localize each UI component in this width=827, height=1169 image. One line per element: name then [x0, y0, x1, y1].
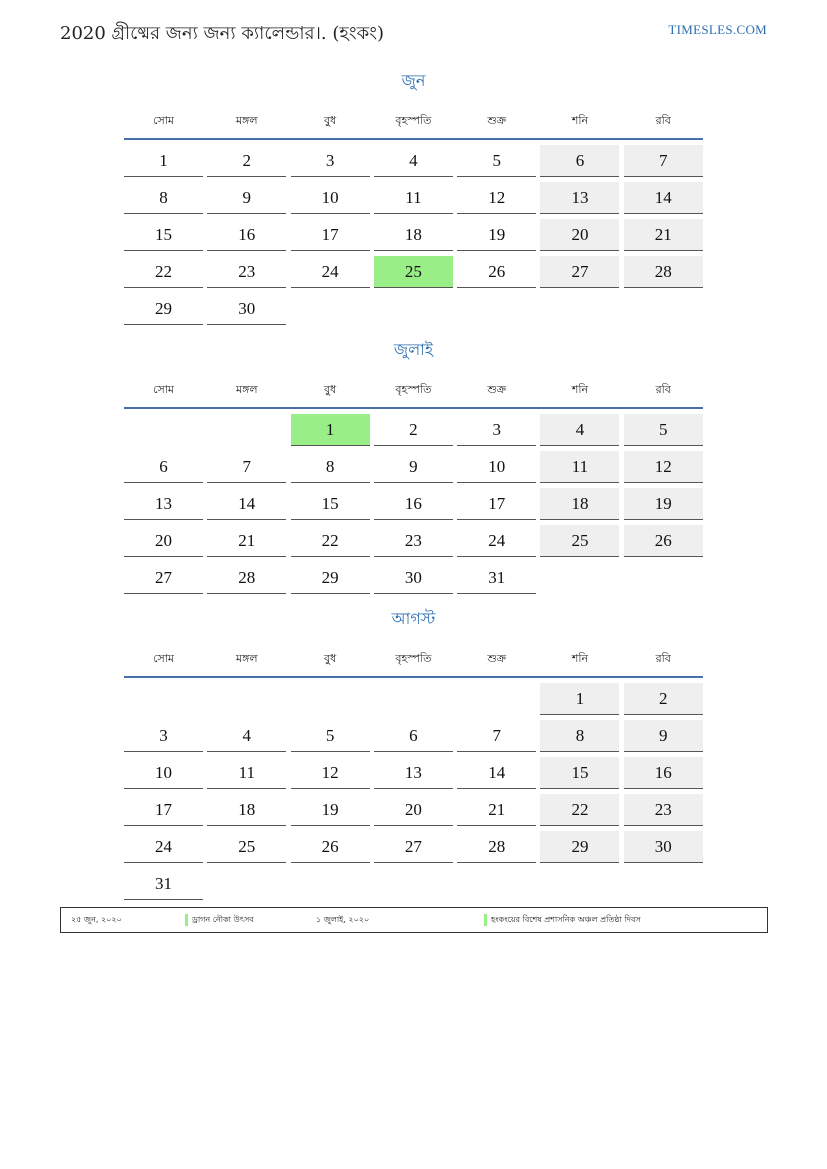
day-cell: 28 [207, 562, 286, 594]
day-cell: 12 [291, 757, 370, 789]
day-cell: 18 [374, 219, 453, 251]
month-title: জুলাই [393, 340, 434, 359]
empty-cell [457, 293, 536, 324]
day-cell: 10 [291, 182, 370, 214]
day-cell: 9 [207, 182, 286, 214]
day-cell: 12 [624, 451, 703, 483]
day-cell: 6 [124, 451, 203, 483]
holiday-date: ২৫ জুন, ২০২০ [71, 915, 122, 924]
day-cell: 14 [457, 757, 536, 789]
empty-cell [124, 414, 203, 445]
day-cell: 20 [124, 525, 203, 557]
day-cell: 10 [124, 757, 203, 789]
empty-cell [624, 868, 703, 899]
day-cell: 25 [540, 525, 619, 557]
day-cell: 27 [540, 256, 619, 288]
holiday-name: হংকংয়ের বিশেষ প্রশাসনিক অঞ্চল প্রতিষ্ঠা দিবস [491, 915, 641, 924]
day-cell: 5 [291, 720, 370, 752]
weekday-label: মঙ্গল [235, 382, 258, 396]
day-cell: 29 [124, 293, 203, 325]
holiday-name: ড্রাগন নৌকা উৎসব [192, 915, 254, 924]
day-cell: 19 [457, 219, 536, 251]
day-cell: 2 [207, 145, 286, 177]
holiday-legend [60, 907, 768, 933]
empty-cell [540, 562, 619, 593]
day-cell: 2 [374, 414, 453, 446]
weekday-label: শুক্র [487, 382, 507, 396]
weekday-label: শুক্র [487, 651, 507, 665]
weekday-header [124, 104, 703, 140]
empty-cell [207, 414, 286, 445]
day-cell: 28 [457, 831, 536, 863]
day-cell: 27 [124, 562, 203, 594]
day-cell: 6 [540, 145, 619, 177]
day-cell: 24 [291, 256, 370, 288]
day-cell: 21 [624, 219, 703, 251]
empty-cell [374, 293, 453, 324]
month-block [124, 335, 703, 594]
empty-cell [291, 683, 370, 714]
day-cell: 7 [624, 145, 703, 177]
day-cell: 17 [124, 794, 203, 826]
day-cell: 6 [374, 720, 453, 752]
holiday-date: ১ জুলাই, ২০২০ [316, 915, 370, 924]
day-grid [124, 414, 703, 594]
day-cell: 30 [624, 831, 703, 863]
empty-cell [624, 562, 703, 593]
weekday-label: বৃহস্পতি [395, 651, 432, 665]
day-cell: 23 [624, 794, 703, 826]
day-cell: 13 [374, 757, 453, 789]
day-cell: 18 [207, 794, 286, 826]
empty-cell [457, 683, 536, 714]
weekday-label: বুধ [323, 113, 337, 127]
month-block [124, 604, 703, 900]
empty-cell [291, 293, 370, 324]
month-title: আগস্ট [391, 609, 436, 628]
day-cell: 22 [540, 794, 619, 826]
day-cell: 31 [124, 868, 203, 900]
empty-cell [291, 868, 370, 899]
day-grid [124, 683, 703, 900]
day-cell: 29 [540, 831, 619, 863]
day-cell: 14 [624, 182, 703, 214]
empty-cell [374, 868, 453, 899]
day-cell: 7 [457, 720, 536, 752]
day-grid [124, 145, 703, 325]
weekday-label: বৃহস্পতি [395, 113, 432, 127]
day-cell: 23 [374, 525, 453, 557]
month-title: জুন [401, 71, 426, 90]
weekday-label: সোম [152, 382, 175, 396]
day-cell: 1 [291, 414, 370, 446]
weekday-label: শুক্র [487, 113, 507, 127]
weekday-label: শনি [571, 651, 589, 665]
day-cell: 26 [457, 256, 536, 288]
day-cell: 1 [124, 145, 203, 177]
month-block [124, 66, 703, 325]
empty-cell [457, 868, 536, 899]
day-cell: 25 [207, 831, 286, 863]
day-cell: 15 [124, 219, 203, 251]
day-cell: 8 [124, 182, 203, 214]
weekday-label: শনি [571, 382, 589, 396]
day-cell: 21 [457, 794, 536, 826]
day-cell: 7 [207, 451, 286, 483]
weekday-label: রবি [655, 382, 671, 396]
site-link[interactable]: TIMESLES.COM [668, 22, 767, 37]
day-cell: 19 [291, 794, 370, 826]
day-cell: 28 [624, 256, 703, 288]
day-cell: 31 [457, 562, 536, 594]
day-cell: 8 [540, 720, 619, 752]
weekday-label: মঙ্গল [235, 113, 258, 127]
weekday-label: শনি [571, 113, 589, 127]
day-cell: 13 [124, 488, 203, 520]
weekday-header [124, 642, 703, 678]
day-cell: 19 [624, 488, 703, 520]
day-cell: 5 [624, 414, 703, 446]
day-cell: 9 [624, 720, 703, 752]
day-cell: 16 [624, 757, 703, 789]
holiday-marker [185, 914, 188, 926]
day-cell: 23 [207, 256, 286, 288]
day-cell: 10 [457, 451, 536, 483]
empty-cell [124, 683, 203, 714]
day-cell: 27 [374, 831, 453, 863]
day-cell: 18 [540, 488, 619, 520]
day-cell: 4 [207, 720, 286, 752]
weekday-label: রবি [655, 651, 671, 665]
day-cell: 4 [540, 414, 619, 446]
day-cell: 13 [540, 182, 619, 214]
day-cell: 17 [457, 488, 536, 520]
day-cell: 9 [374, 451, 453, 483]
weekday-label: সোম [152, 651, 175, 665]
day-cell: 30 [207, 293, 286, 325]
day-cell: 3 [124, 720, 203, 752]
day-cell: 2 [624, 683, 703, 715]
day-cell: 20 [374, 794, 453, 826]
day-cell: 21 [207, 525, 286, 557]
day-cell: 11 [207, 757, 286, 789]
day-cell: 24 [457, 525, 536, 557]
day-cell: 30 [374, 562, 453, 594]
empty-cell [207, 868, 286, 899]
day-cell: 22 [124, 256, 203, 288]
day-cell: 8 [291, 451, 370, 483]
holiday-marker [484, 914, 487, 926]
day-cell: 20 [540, 219, 619, 251]
empty-cell [624, 293, 703, 324]
day-cell: 1 [540, 683, 619, 715]
day-cell: 11 [540, 451, 619, 483]
day-cell: 3 [291, 145, 370, 177]
day-cell: 16 [374, 488, 453, 520]
day-cell: 16 [207, 219, 286, 251]
day-cell: 11 [374, 182, 453, 214]
day-cell: 26 [624, 525, 703, 557]
weekday-label: সোম [152, 113, 175, 127]
day-cell: 26 [291, 831, 370, 863]
day-cell: 5 [457, 145, 536, 177]
weekday-header [124, 373, 703, 409]
day-cell: 17 [291, 219, 370, 251]
weekday-label: মঙ্গল [235, 651, 258, 665]
day-cell: 22 [291, 525, 370, 557]
day-cell: 14 [207, 488, 286, 520]
empty-cell [540, 293, 619, 324]
weekday-label: বুধ [323, 651, 337, 665]
weekday-label: রবি [655, 113, 671, 127]
page-title: 2020 গ্রীষ্মের জন্য জন্য ক্যালেন্ডার।. (হংকং) [60, 23, 384, 44]
empty-cell [540, 868, 619, 899]
day-cell: 25 [374, 256, 453, 288]
weekday-label: বুধ [323, 382, 337, 396]
day-cell: 4 [374, 145, 453, 177]
day-cell: 3 [457, 414, 536, 446]
day-cell: 15 [540, 757, 619, 789]
empty-cell [207, 683, 286, 714]
day-cell: 12 [457, 182, 536, 214]
day-cell: 29 [291, 562, 370, 594]
day-cell: 24 [124, 831, 203, 863]
weekday-label: বৃহস্পতি [395, 382, 432, 396]
empty-cell [374, 683, 453, 714]
day-cell: 15 [291, 488, 370, 520]
